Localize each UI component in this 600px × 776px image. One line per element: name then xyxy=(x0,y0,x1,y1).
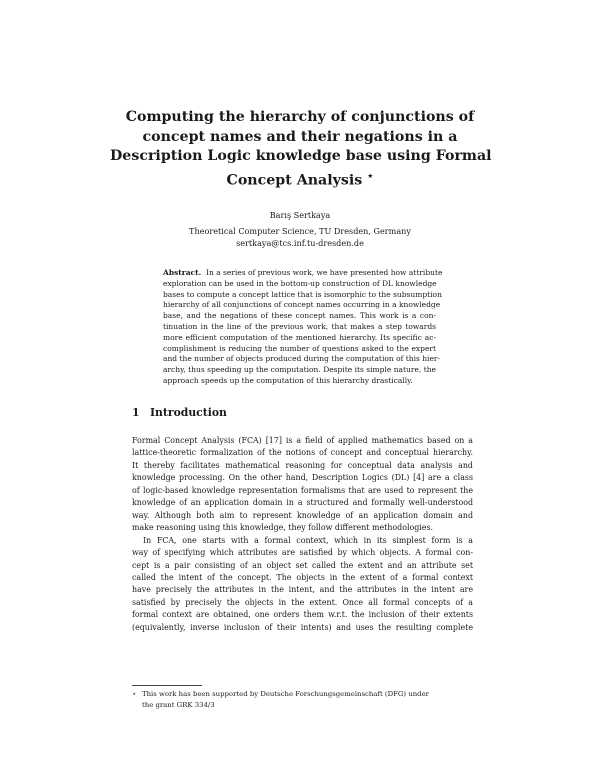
abstract-line: hierarchy of all conjunctions of concept names occurring in a knowledge xyxy=(163,300,441,310)
abstract-line: more efficient computation of the mentioned hierarchy. Its specific ac- xyxy=(163,332,436,342)
author-name: Barış Sertkaya xyxy=(269,210,331,220)
paper-title xyxy=(110,108,490,191)
footnote-line: the grant GRK 334/3 xyxy=(142,700,215,709)
section-title: Introduction xyxy=(150,406,227,419)
section-number: 1 xyxy=(132,406,140,419)
footnote-line-text: This work has been supported by Deutsche Forschungsgemeinschaft (DFG) under xyxy=(142,690,429,698)
body-line: called the intent of the concept. The objects in the extent of a formal context xyxy=(132,572,473,582)
title-line-text: Concept Analysis xyxy=(226,172,363,189)
body-text xyxy=(132,435,473,634)
body-line: way. Although both aim to represent knowledge of an application domain and xyxy=(132,510,473,520)
body-line: Formal Concept Analysis (FCA) [17] is a field of applied mathematics based on a xyxy=(132,436,473,445)
body-line: satisfied by precisely the objects in the extent. Once all formal concepts of a xyxy=(132,597,473,607)
body-line: of logic-based knowledge representation formalisms that are used to represent the xyxy=(132,485,473,495)
body-line: cept is a pair consisting of an object set called the extent and an attribute set xyxy=(132,560,473,570)
section-heading xyxy=(132,406,227,419)
body-line: lattice-theoretic formalization of the notions of concept and conceptual hierarchy. xyxy=(132,448,473,458)
body-line: make reasoning using this knowledge, they follow different methodologies. xyxy=(132,523,434,533)
footnote-line xyxy=(132,689,473,700)
abstract-line: tinuation in the line of the previous work, that makes a step towards xyxy=(163,321,436,331)
abstract-line: approach speeds up the computation of this hierarchy drastically. xyxy=(163,375,413,385)
abstract-line: exploration can be used in the bottom-up construction of DL knowledge xyxy=(163,278,437,288)
email: sertkaya@tcs.inf.tu-dresden.de xyxy=(236,237,364,248)
institution: Theoretical Computer Science, TU Dresden, Germany xyxy=(189,226,411,236)
title-line: concept names and their negations in a xyxy=(142,128,458,145)
body-line: way of specifying which attributes are satisfied by which objects. A formal con- xyxy=(132,548,473,558)
abstract-line: bases to compute a concept lattice that is isomorphic to the subsumption xyxy=(163,289,442,299)
footnote-rule xyxy=(132,685,202,686)
title-line: Computing the hierarchy of conjunctions of xyxy=(125,109,475,125)
abstract-line: base, and the negations of these concept names. This work is a con- xyxy=(163,311,436,321)
abstract-line: complishment is reducing the number of questions asked to the expert xyxy=(163,343,436,353)
abstract-line: and the number of objects produced during the computation of this hier- xyxy=(163,354,441,364)
title-line: Description Logic knowledge base using Formal xyxy=(110,148,492,164)
abstract-label: Abstract. xyxy=(163,268,202,277)
abstract-line xyxy=(163,268,443,279)
footnote xyxy=(132,689,473,710)
abstract-line: archy, thus speeding up the computation. Despite its simple nature, the xyxy=(163,365,436,375)
title-line xyxy=(110,167,490,191)
body-line: knowledge of an application domain in a structured and formally well-understood xyxy=(132,498,473,508)
body-line: It thereby facilitates mathematical reasoning for conceptual data analysis and xyxy=(132,460,473,470)
abstract-line-text: In a series of previous work, we have presented how attribute xyxy=(205,268,443,277)
body-line: have precisely the attributes in the intent, and the attributes in the intent are xyxy=(132,585,473,595)
body-line: formal context are obtained, one orders them w.r.t. the inclusion of their extents xyxy=(132,610,473,620)
title-footnote-mark: ⋆ xyxy=(367,170,374,182)
abstract xyxy=(163,268,443,387)
body-line: (equivalently, inverse inclusion of their intents) and uses the resulting complete xyxy=(132,622,473,632)
body-line: knowledge processing. On the other hand, Description Logics (DL) [4] are a class xyxy=(132,473,473,483)
footnote-mark: ⋆ xyxy=(132,690,137,698)
affiliation xyxy=(0,226,600,249)
body-line: In FCA, one starts with a formal context, which in its simplest form is a xyxy=(143,535,473,545)
